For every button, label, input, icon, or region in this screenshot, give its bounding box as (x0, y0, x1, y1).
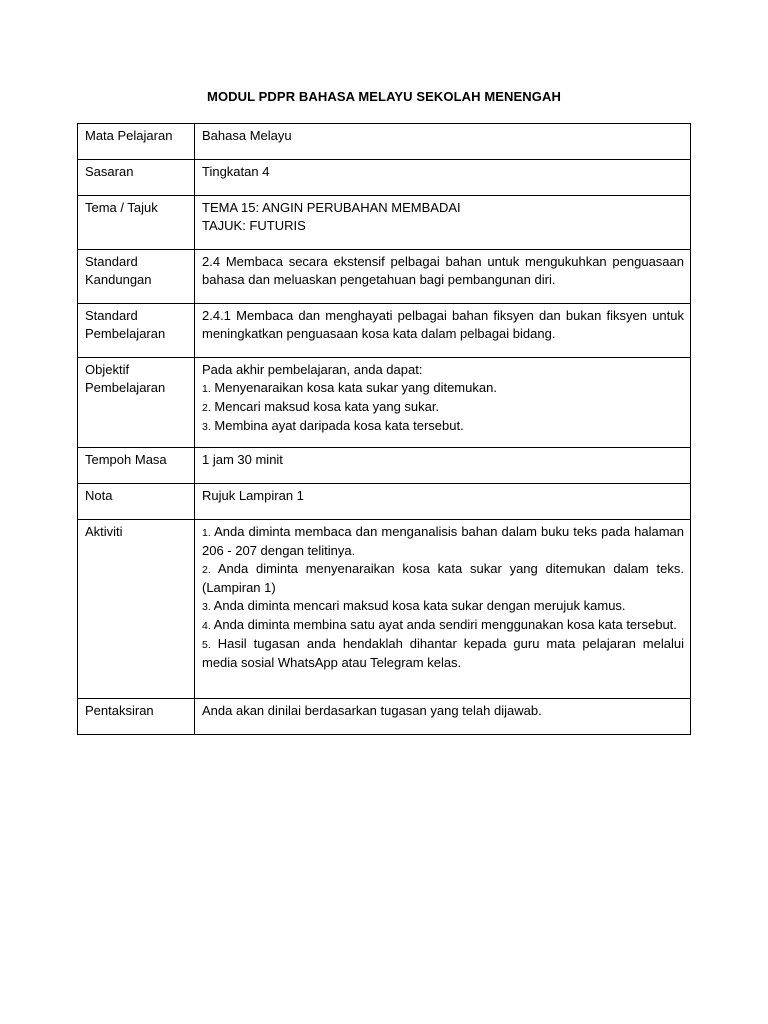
row-value: Bahasa Melayu (195, 124, 691, 160)
row-value: Anda akan dinilai berdasarkan tugasan yang telah dijawab. (195, 699, 691, 735)
label-line: Pembelajaran (85, 380, 166, 395)
row-label: Tempoh Masa (78, 448, 195, 484)
row-value: 1 jam 30 minit (195, 448, 691, 484)
row-label (78, 358, 195, 448)
table-row (78, 520, 691, 699)
module-table (77, 123, 691, 735)
label-line: Kandungan (85, 272, 152, 287)
list-item: 4. Anda diminta membina satu ayat anda sendiri menggunakan kosa kata tersebut. (202, 617, 677, 632)
table-row (78, 196, 691, 250)
list-item: 3. Membina ayat daripada kosa kata tersebut. (202, 418, 464, 433)
list-item: 3. Anda diminta mencari maksud kosa kata sukar dengan merujuk kamus. (202, 598, 626, 613)
row-label: Mata Pelajaran (78, 124, 195, 160)
row-value: 2.4 Membaca secara ekstensif pelbagai bahan untuk mengukuhkan penguasaan bahasa dan meluaskan pengetahuan bagi pembangunan diri. (195, 250, 691, 304)
tajuk-line: TAJUK: FUTURIS (202, 218, 306, 233)
label-line: Standard (85, 254, 138, 269)
table-row (78, 250, 691, 304)
row-label: Sasaran (78, 160, 195, 196)
row-value: 2.4.1 Membaca dan menghayati pelbagai bahan fiksyen dan bukan fiksyen untuk meningkatkan penguasaan kosa kata dalam pelbagai bidang. (195, 304, 691, 358)
row-label: Nota (78, 484, 195, 520)
row-label (78, 250, 195, 304)
table-row (78, 304, 691, 358)
list-item: 2. Mencari maksud kosa kata yang sukar. (202, 399, 440, 414)
list-item: 2. Anda diminta menyenaraikan kosa kata sukar yang ditemukan dalam teks. (Lampiran 1) (202, 561, 684, 595)
table-row (78, 699, 691, 735)
table-row (78, 124, 691, 160)
row-value (195, 358, 691, 448)
table-row (78, 484, 691, 520)
label-line: Pembelajaran (85, 326, 166, 341)
label-line: Standard (85, 308, 138, 323)
label-line: Objektif (85, 362, 130, 377)
table-row (78, 358, 691, 448)
row-label: Pentaksiran (78, 699, 195, 735)
tema-line: TEMA 15: ANGIN PERUBAHAN MEMBADAI (202, 200, 461, 215)
table-row (78, 160, 691, 196)
row-value: Rujuk Lampiran 1 (195, 484, 691, 520)
row-label: Tema / Tajuk (78, 196, 195, 250)
document-title: MODUL PDPR BAHASA MELAYU SEKOLAH MENENGAH (207, 89, 561, 104)
row-value (195, 520, 691, 699)
list-item: 5. Hasil tugasan anda hendaklah dihantar kepada guru mata pelajaran melalui media sosial WhatsApp atau Telegram kelas. (202, 636, 684, 670)
table-row (78, 448, 691, 484)
row-label (78, 304, 195, 358)
list-item: 1. Menyenaraikan kosa kata sukar yang ditemukan. (202, 380, 497, 395)
row-value (195, 196, 691, 250)
row-label: Aktiviti (78, 520, 195, 699)
objektif-intro: Pada akhir pembelajaran, anda dapat: (202, 362, 423, 377)
list-item: 1. Anda diminta membaca dan menganalisis bahan dalam buku teks pada halaman 206 - 207 dengan telitinya. (202, 524, 684, 558)
row-value: Tingkatan 4 (195, 160, 691, 196)
